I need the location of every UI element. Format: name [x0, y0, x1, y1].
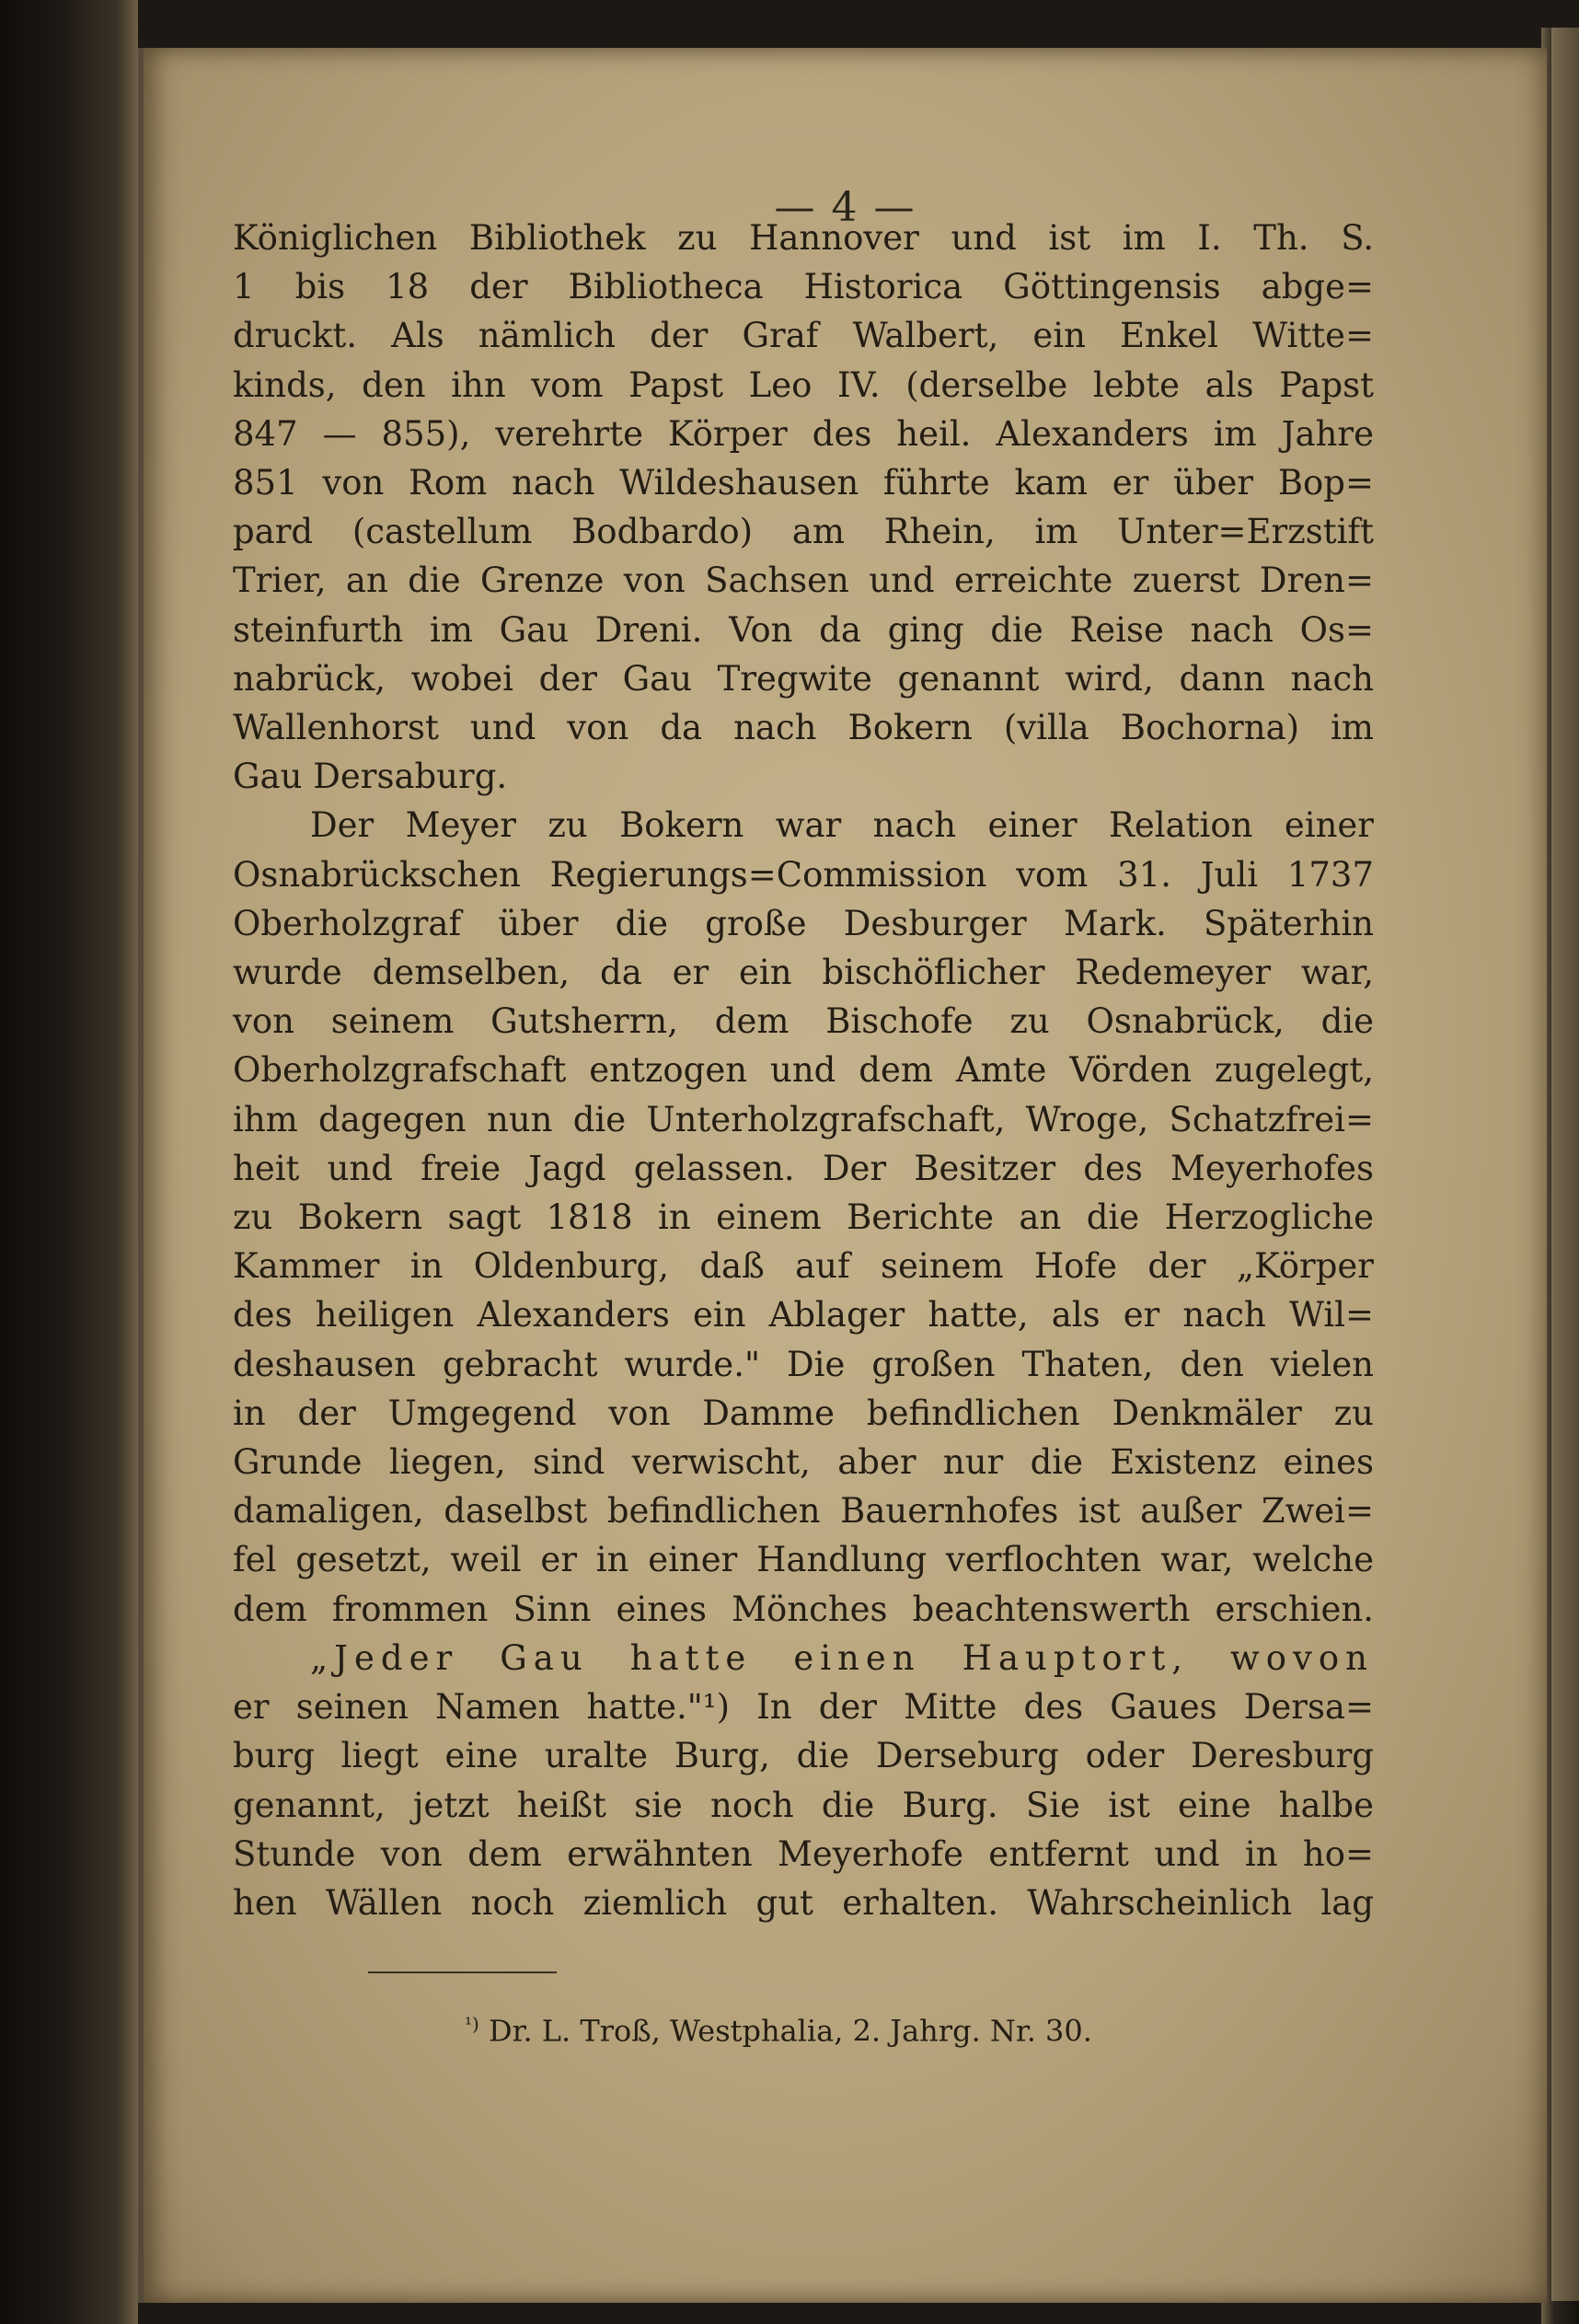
text-line: Grunde liegen, sind verwischt, aber nur die Existenz eines — [233, 1442, 1374, 1483]
text-line: ihm dagegen nun die Unterholzgrafschaft, Wroge, Schatzfrei= — [233, 1099, 1374, 1139]
text-line: von seinem Gutsherrn, dem Bischofe zu Osnabrück, die — [233, 1001, 1374, 1042]
text-line: genannt, jetzt heißt sie noch die Burg. Sie ist eine halbe — [233, 1785, 1374, 1825]
text-line: Königlichen Bibliothek zu Hannover und ist im I. Th. S. — [233, 218, 1374, 258]
next-page-edge — [1551, 28, 1579, 2301]
text-line: druckt. Als nämlich der Graf Walbert, ein Enkel Witte= — [233, 316, 1374, 356]
text-line: 847 — 855), verehrte Körper des heil. Alexanders im Jahre — [233, 413, 1374, 454]
text-line: pard (castellum Bodbardo) am Rhein, im Unter=Erzstift — [233, 512, 1374, 552]
text-line: steinfurth im Gau Dreni. Von da ging die Reise nach Os= — [233, 609, 1374, 650]
footnote — [465, 2013, 1092, 2049]
text-line: fel gesetzt, weil er in einer Handlung verflochten war, welche — [233, 1540, 1374, 1580]
text-line: Osnabrückschen Regierungs=Commission vom 31. Juli 1737 — [233, 854, 1374, 895]
text-line: Gau Dersaburg. — [233, 757, 508, 797]
text-line: Kammer in Oldenburg, daß auf seinem Hofe der „Körper — [233, 1246, 1374, 1287]
text-line: 851 von Rom nach Wildeshausen führte kam er über Bop= — [233, 463, 1374, 503]
text-line: kinds, den ihn vom Papst Leo IV. (derselbe lebte als Papst — [233, 364, 1374, 405]
footnote-marker: ¹) — [465, 2013, 479, 2035]
text-line: damaligen, daselbst befindlichen Bauernhofes ist außer Zwei= — [233, 1491, 1374, 1532]
body-text — [233, 214, 1374, 1927]
text-line: des heiligen Alexanders ein Ablager hatte, als er nach Wil= — [233, 1295, 1374, 1335]
book-spine-shadow — [0, 0, 138, 2324]
footnote-text: Dr. L. Troß, Westphalia, 2. Jahrg. Nr. 30. — [489, 2013, 1092, 2049]
text-line: „Jeder Gau hatte einen Hauptort, wovon — [310, 1637, 1374, 1678]
text-line: Oberholzgraf über die große Desburger Mark. Späterhin — [233, 903, 1374, 943]
footnote-rule — [368, 1971, 557, 1973]
text-line: nabrück, wobei der Gau Tregwite genannt wird, dann nach — [233, 658, 1374, 699]
text-line: in der Umgegend von Damme befindlichen Denkmäler zu — [233, 1393, 1374, 1433]
text-line: Stunde von dem erwähnten Meyerhofe entfernt und in ho= — [233, 1833, 1374, 1874]
text-line: burg liegt eine uralte Burg, die Derseburg oder Deresburg — [233, 1736, 1374, 1776]
text-line: Oberholzgrafschaft entzogen und dem Amte Vörden zugelegt, — [233, 1050, 1374, 1091]
text-line: hen Wällen noch ziemlich gut erhalten. Wahrscheinlich lag — [233, 1882, 1374, 1923]
text-line: dem frommen Sinn eines Mönches beachtenswerth erschien. — [233, 1589, 1374, 1629]
text-line: wurde demselben, da er ein bischöflicher Redemeyer war, — [233, 953, 1374, 993]
text-line: Wallenhorst und von da nach Bokern (villa Bochorna) im — [233, 708, 1374, 748]
text-line: er seinen Namen hatte."¹) In der Mitte des Gaues Dersa= — [233, 1687, 1374, 1728]
text-line: Der Meyer zu Bokern war nach einer Relation einer — [310, 805, 1374, 846]
text-line: Trier, an die Grenze von Sachsen und erreichte zuerst Dren= — [233, 561, 1374, 601]
text-line: deshausen gebracht wurde." Die großen Thaten, den vielen — [233, 1344, 1374, 1384]
text-line: heit und freie Jagd gelassen. Der Besitzer des Meyerhofes — [233, 1148, 1374, 1188]
text-line: zu Bokern sagt 1818 in einem Berichte an die Herzogliche — [233, 1197, 1374, 1238]
page-number: — 4 — — [774, 184, 916, 231]
text-line: 1 bis 18 der Bibliotheca Historica Göttingensis abge= — [233, 267, 1374, 307]
